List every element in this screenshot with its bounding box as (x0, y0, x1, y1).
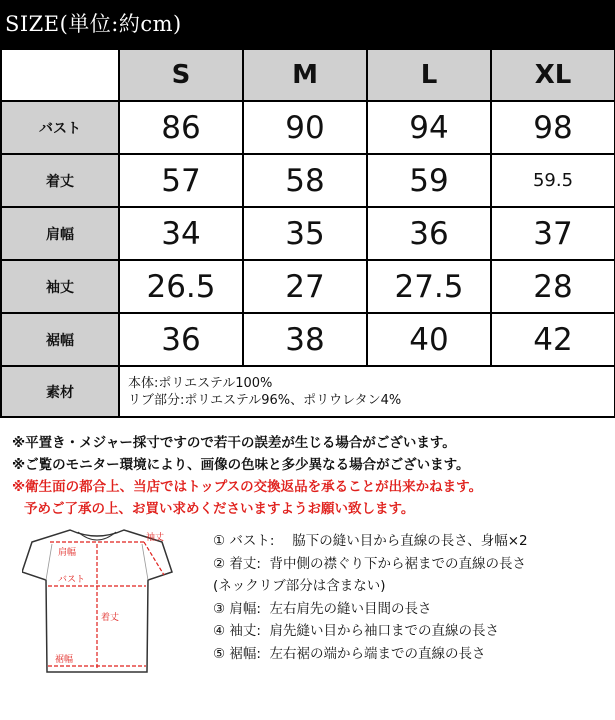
table-cell: 28 (491, 260, 615, 313)
table-cell: 94 (367, 101, 491, 154)
note-measurement: ※平置き・メジャー採寸ですので若干の誤差が生じる場合がございます。 (12, 435, 456, 451)
table-cell: 27.5 (367, 260, 491, 313)
table-cell: 26.5 (119, 260, 243, 313)
table-row-bust (1, 101, 615, 154)
table-row-hem (1, 313, 615, 366)
diagram-label-length: 着丈 (101, 613, 120, 623)
legend-hem: ⑤ 裾幅: 左右裾の端から端までの直線の長さ (213, 645, 486, 662)
table-cell: 59.5 (491, 154, 615, 207)
material-line-body: 本体:ポリエステル100% (128, 375, 273, 391)
material-value (119, 366, 615, 417)
table-cell: 35 (243, 207, 367, 260)
table-cell: 42 (491, 313, 615, 366)
note-monitor: ※ご覧のモニター環境により、画像の色味と多少異なる場合がございます。 (12, 457, 470, 473)
table-cell: 59 (367, 154, 491, 207)
notes (12, 432, 482, 520)
page-title: SIZE(単位:約cm) (0, 0, 615, 48)
legend-shoulder: ③ 肩幅: 左右肩先の縫い目間の長さ (213, 600, 432, 617)
table-cell: 27 (243, 260, 367, 313)
table-row-shoulder (1, 207, 615, 260)
table-cell: 36 (367, 207, 491, 260)
legend-sleeve: ④ 袖丈: 肩先縫い目から袖口までの直線の長さ (213, 623, 500, 639)
tshirt-diagram (22, 520, 192, 680)
size-s-header: S (119, 49, 243, 101)
table-cell: 86 (119, 101, 243, 154)
note-returns: ※衛生面の都合上、当店ではトップスの交換返品を承ることが出来かねます。 (12, 479, 483, 495)
diagram-label-hem: 裾幅 (55, 655, 74, 665)
legend-length: ② 着丈: 背中側の襟ぐり下から裾までの直線の長さ (213, 555, 527, 572)
size-table (0, 48, 615, 418)
table-cell: 34 (119, 207, 243, 260)
table-cell: 36 (119, 313, 243, 366)
measurement-legend (213, 530, 528, 665)
table-row-length (1, 154, 615, 207)
table-cell: 37 (491, 207, 615, 260)
row-label-shoulder: 肩幅 (1, 207, 119, 260)
corner-cell (1, 49, 119, 101)
table-row-sleeve (1, 260, 615, 313)
table-cell: 98 (491, 101, 615, 154)
table-row-material (1, 366, 615, 417)
row-label-length: 着丈 (1, 154, 119, 207)
size-m-header: M (243, 49, 367, 101)
size-xl-header: XL (491, 49, 615, 101)
row-label-bust: バスト (1, 101, 119, 154)
table-cell: 90 (243, 101, 367, 154)
diagram-label-bust: バスト (58, 575, 86, 585)
table-cell: 58 (243, 154, 367, 207)
row-label-sleeve: 袖丈 (1, 260, 119, 313)
table-cell: 57 (119, 154, 243, 207)
diagram-label-sleeve: 袖丈 (146, 533, 165, 543)
row-label-material: 素材 (1, 366, 119, 417)
size-l-header: L (367, 49, 491, 101)
note-thanks: 予めご了承の上、お買い求めくださいますようお願い致します。 (24, 501, 415, 517)
size-header-row (1, 49, 615, 101)
table-cell: 38 (243, 313, 367, 366)
row-label-hem: 裾幅 (1, 313, 119, 366)
diagram-label-shoulder: 肩幅 (58, 548, 77, 558)
legend-bust: ① バスト: 脇下の縫い目から直線の長さ、身幅×2 (213, 533, 528, 549)
table-cell: 40 (367, 313, 491, 366)
material-line-rib: リブ部分:ポリエステル96%、ポリウレタン4% (128, 392, 402, 408)
legend-length-note: (ネックリブ部分は含まない) (213, 578, 386, 594)
